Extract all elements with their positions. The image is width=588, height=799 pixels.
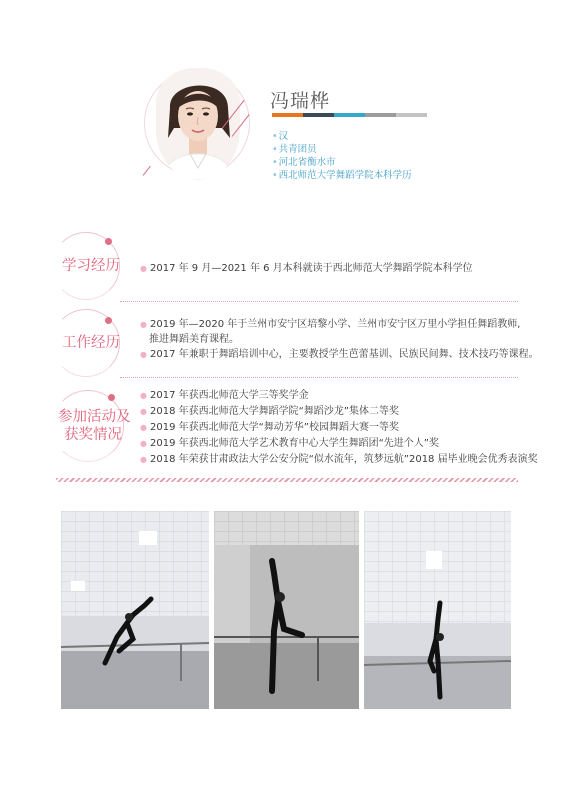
section-title-awards-line1: 参加活动及 — [58, 409, 131, 425]
personal-info-list — [272, 130, 412, 182]
info-hometown: •河北省衡水市 — [272, 157, 336, 168]
section-title-work: 工作经历 — [62, 335, 120, 351]
color-bar-segment — [272, 113, 303, 117]
color-bar-segment — [303, 113, 334, 117]
info-political-status: •共青团员 — [272, 144, 317, 155]
info-education-degree: •西北师范大学舞蹈学院本科学历 — [272, 170, 412, 181]
portrait-illustration — [156, 68, 240, 180]
section-divider — [120, 301, 518, 302]
portrait-photo — [156, 68, 240, 180]
color-bar-segment — [396, 113, 427, 117]
award-item: ● 2019 年获西北师范大学艺术教育中心大学生舞蹈团“先进个人”奖 — [140, 438, 439, 449]
section-divider — [120, 377, 518, 378]
person-name: 冯瑞桦 — [270, 90, 331, 112]
dance-photo-3 — [364, 511, 511, 709]
section-title-awards — [58, 408, 131, 444]
color-bar-segment — [334, 113, 365, 117]
section-dot — [105, 317, 112, 324]
section-dot — [108, 394, 115, 401]
work-item-continued: 推进舞蹈美育课程。 — [149, 334, 239, 345]
color-bar-segment — [365, 113, 396, 117]
dance-photo-1-illustration — [61, 511, 209, 709]
portrait-frame — [150, 64, 244, 182]
section-title-awards-line2: 获奖情况 — [64, 427, 122, 443]
info-ethnicity: •汉 — [272, 131, 289, 142]
dance-photo-1 — [61, 511, 209, 709]
education-item: ● 2017 年 9 月—2021 年 6 月本科就读于西北师范大学舞蹈学院本科学位 — [140, 263, 473, 274]
color-bar — [272, 113, 427, 117]
award-item: ● 2018 年荣获甘肃政法大学公安分院“似水流年，筑梦远航”2018 届毕业晚会优秀表演奖 — [140, 454, 538, 465]
award-item: ● 2019 年获西北师范大学“舞动芳华”校园舞蹈大赛一等奖 — [140, 422, 399, 433]
dance-photo-2 — [214, 511, 359, 709]
section-end-stripe — [56, 478, 518, 482]
dance-photo-3-illustration — [364, 511, 511, 709]
section-title-education: 学习经历 — [62, 258, 120, 274]
work-item: ● 2017 年兼职于舞蹈培训中心，主要教授学生芭蕾基训、民族民间舞、技术技巧等课程。 — [140, 349, 539, 360]
dance-photo-2-illustration — [214, 511, 359, 709]
section-dot — [105, 238, 112, 245]
award-item: ● 2017 年获西北师范大学三等奖学金 — [140, 390, 309, 401]
award-item: ● 2018 年获西北师范大学舞蹈学院“舞蹈沙龙”集体二等奖 — [140, 406, 399, 417]
work-item: ● 2019 年—2020 年于兰州市安宁区培黎小学、兰州市安宁区万里小学担任舞蹈教师, — [140, 319, 521, 330]
